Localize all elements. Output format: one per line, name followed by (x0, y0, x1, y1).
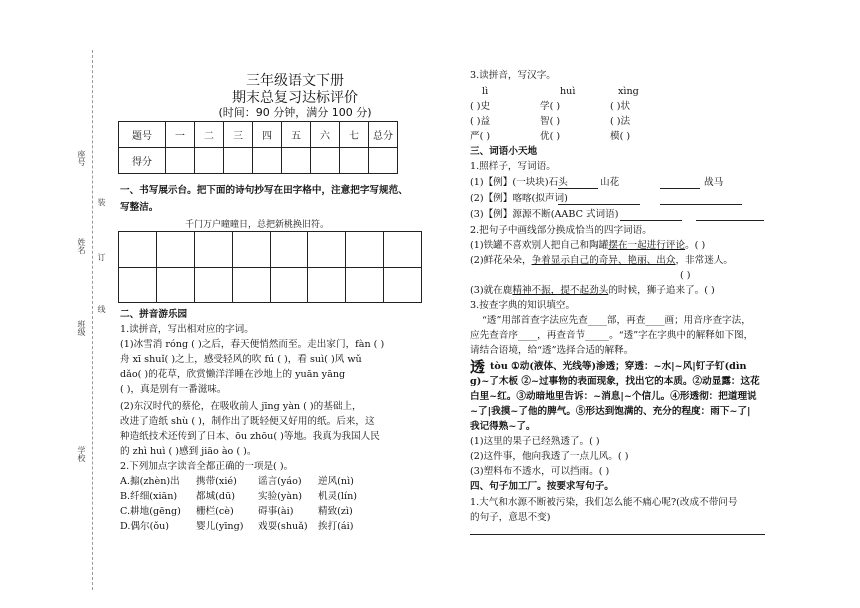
binding-mark-xian: 线 (97, 305, 106, 313)
question-2-2: 2.下列加点字读音全都正确的一项是( )。 (120, 461, 294, 472)
score-header-cell: 三 (224, 122, 253, 148)
option-a: 逆风(nì) (318, 476, 354, 487)
example-1-word: 山花 (600, 177, 620, 188)
score-value-row (119, 148, 398, 174)
option-d: 挨打(ái) (318, 521, 354, 532)
option-b: 都城(dū) (196, 491, 235, 502)
usage-sentence: (3)塑料布不透水，可以挡雨。( ) (470, 466, 610, 477)
page-title: 三年级语文下册 (246, 73, 344, 89)
tianzige-grid[interactable] (118, 231, 422, 303)
dictionary-question: 应先查音序____，再查音节_____。“透”字在字典中的解释如下图， (470, 330, 754, 341)
score-value-cell: 得分 (119, 148, 166, 174)
option-d: 婴儿(yīng) (196, 521, 244, 532)
page-subtitle: 期末总复习达标评价 (232, 90, 358, 106)
char-blank[interactable]: 模( ) (610, 131, 631, 142)
option-a: A.搧(zhèn)出 (120, 476, 180, 487)
char-blank[interactable]: 学( ) (540, 101, 561, 112)
pinyin-xing: xìng (618, 86, 639, 97)
section-1-heading: 一、书写展示台。把下面的诗句抄写在田字格中，注意把字写规范、 (120, 185, 408, 196)
pinyin-hui: huì (560, 86, 576, 97)
question-3-2: 2.把句子中画线部分换成恰当的四字词语。 (470, 225, 652, 236)
option-a: 谣言(yáo) (258, 476, 302, 487)
char-blank[interactable]: 严( ) (470, 131, 491, 142)
option-b: 机灵(lín) (318, 491, 357, 502)
answer-line[interactable] (558, 188, 598, 189)
char-blank[interactable]: ( )史 (470, 101, 491, 112)
example-1: (1)【例】(一块块)石头 (470, 177, 568, 188)
char-blank[interactable]: 优( ) (540, 131, 561, 142)
text-line: (2)东汉时代的蔡伦，在吸收前人 jīng yàn ( )的基础上， (120, 401, 362, 412)
score-header-cell: 六 (311, 122, 340, 148)
text-line: 的 zhì huì ( )感到 jiāo ào ( )。 (120, 446, 257, 457)
score-header-cell: 题号 (119, 122, 166, 148)
exam-meta: (时间：90 分钟，满分 100 分) (218, 106, 372, 119)
option-c: 碍事(ài) (258, 506, 294, 517)
underlined-phrase: 摆在一起进行评论 (608, 240, 686, 251)
question-2-1: 1.读拼音，写出相对应的字词。 (120, 324, 254, 335)
score-table (118, 121, 398, 174)
question-3: 3.读拼音，写汉字。 (470, 70, 556, 81)
score-value-cell[interactable] (311, 148, 340, 174)
binding-mark-ding: 订 (97, 253, 106, 261)
poem-line: 千门万户曈曈日，总把新桃换旧符。 (185, 220, 330, 230)
dictionary-entry: 白里~红。③动暗地里告诉：~消息|~个信儿。④形透彻：把道理说 (470, 391, 757, 402)
score-header-cell: 总分 (369, 122, 398, 148)
answer-line[interactable] (696, 220, 764, 221)
dictionary-entry: g)~了木板 ②~过事物的表面现象，找出它的本质。②动显露：这花 (470, 376, 760, 387)
char-blank[interactable]: ( )状 (610, 101, 631, 112)
answer-blank[interactable]: ( ) (680, 270, 691, 281)
example-3: (3)【例】源源不断(AABC 式词语) (470, 209, 619, 220)
dictionary-entry: ~了|我摸~了他的脾气。⑤形达到饱满的、充分的程度：雨下~了| (470, 406, 751, 417)
binding-line (92, 50, 93, 590)
score-header-cell: 五 (282, 122, 311, 148)
score-value-cell[interactable] (340, 148, 369, 174)
char-blank[interactable]: ( )益 (470, 116, 491, 127)
text-line: dǎo( )的花草，欣赏懒洋洋睡在沙地上的 yuān yāng (120, 369, 346, 380)
text-line: ( )，真是别有一番滋味。 (120, 384, 227, 395)
sentence-text: (3)就在鹿 (470, 285, 513, 296)
option-d: 戏耍(shuǎ) (258, 521, 308, 532)
option-c: C.耕地(gēng) (120, 506, 181, 517)
option-a: 携带(xié) (196, 476, 237, 487)
option-c: 栅栏(cè) (196, 506, 234, 517)
side-label-school: 学校 (77, 446, 86, 462)
pinyin-li: lì (482, 86, 489, 97)
score-value-cell[interactable] (369, 148, 398, 174)
score-header-cell: 四 (253, 122, 282, 148)
example-1-word: 战马 (704, 177, 724, 188)
answer-line[interactable] (470, 534, 765, 535)
sentence-text: 。( ) (685, 240, 706, 251)
char-blank[interactable]: ( )法 (610, 116, 631, 127)
answer-line[interactable] (558, 204, 640, 205)
usage-sentence: (2)这件事，他向我透了一点儿风。( ) (470, 451, 629, 462)
score-value-cell[interactable] (195, 148, 224, 174)
text-line: 舟 xī shuǐ( )之上，感受轻风的吹 fú ( )，看 suì( )风 wǔ (120, 354, 362, 365)
side-label-class: 班级 (77, 320, 86, 336)
question-3-3: 3.按查字典的知识填空。 (470, 300, 576, 311)
question-3-1: 1.照样子，写词语。 (470, 161, 556, 172)
example-2: (2)【例】喀喀(拟声词) (470, 193, 568, 204)
answer-line[interactable] (660, 188, 700, 189)
sentence-text: 的时候，狮子追来了。( ) (608, 285, 715, 296)
side-label-name: 姓名 (77, 238, 86, 254)
score-header-cell: 一 (166, 122, 195, 148)
score-header-cell: 七 (340, 122, 369, 148)
text-line: 改进了造纸 shù ( )，制作出了既轻便又好用的纸。后来，这 (120, 416, 375, 427)
score-header-row (119, 122, 398, 148)
section-3-heading: 三、词语小天地 (470, 146, 538, 157)
question-4-1-cont: 的句子，意思不变) (470, 512, 551, 523)
option-b: B.纤细(xiān) (120, 491, 178, 502)
option-d: D.偶尔(ǒu) (120, 521, 170, 532)
section-1-heading-cont: 写整洁。 (120, 202, 159, 213)
underlined-phrase: 精神不振，提不起劲头 (512, 285, 609, 296)
char-blank[interactable]: 智( ) (540, 116, 561, 127)
section-4-heading: 四、句子加工厂。按要求写句子。 (470, 481, 614, 492)
question-4-1: 1.大气和水源不断被污染，我们怎么能不痛心呢?(改成不带问号 (470, 497, 738, 508)
score-value-cell[interactable] (224, 148, 253, 174)
section-2-heading: 二、拼音游乐园 (120, 309, 188, 320)
dictionary-entry: 我记得熟~了。 (470, 421, 536, 432)
answer-line[interactable] (620, 220, 682, 221)
text-line: (1)冰雪消 róng ( )之后，春天便悄然而至。走出家门，fàn ( ) (120, 339, 385, 350)
dictionary-entry: tòu ①动(液体、光线等)渗透；穿透：~水|~风|钉子钉(dìn (490, 361, 747, 372)
answer-line[interactable] (660, 204, 742, 205)
option-c: 精致(zì) (318, 506, 353, 517)
text-line: 种造纸技术还传到了日本、ōu zhōu( )等地。我真为我国人民 (120, 431, 380, 442)
binding-mark-zhuang: 装 (97, 198, 106, 206)
grid-row-line (119, 267, 421, 268)
score-value-cell[interactable] (253, 148, 282, 174)
sentence-text: ，非常迷人。 (675, 255, 734, 266)
sentence-1 (470, 240, 705, 252)
sentence-2 (470, 255, 733, 267)
dictionary-headword: 透 (470, 358, 486, 376)
sentence-3 (470, 285, 715, 297)
sentence-text: (1)铁罐不喜欢别人把自己和陶罐 (470, 240, 609, 251)
side-label-seat: 座号 (77, 150, 86, 166)
dictionary-question: 请结合语境，给“透”选择合适的解释。 (470, 345, 634, 356)
underlined-phrase: 争着显示自己的奇异、艳丽、出众 (531, 255, 676, 266)
score-header-cell: 二 (195, 122, 224, 148)
dictionary-question: “透”用部首查字法应先查____部，再查____画；用音序查字法， (482, 315, 751, 326)
score-value-cell[interactable] (282, 148, 311, 174)
option-b: 实验(yàn) (258, 491, 302, 502)
score-value-cell[interactable] (166, 148, 195, 174)
usage-sentence: (1)这里的果子已经熟透了。( ) (470, 436, 600, 447)
sentence-text: (2)鲜花朵朵， (470, 255, 532, 266)
